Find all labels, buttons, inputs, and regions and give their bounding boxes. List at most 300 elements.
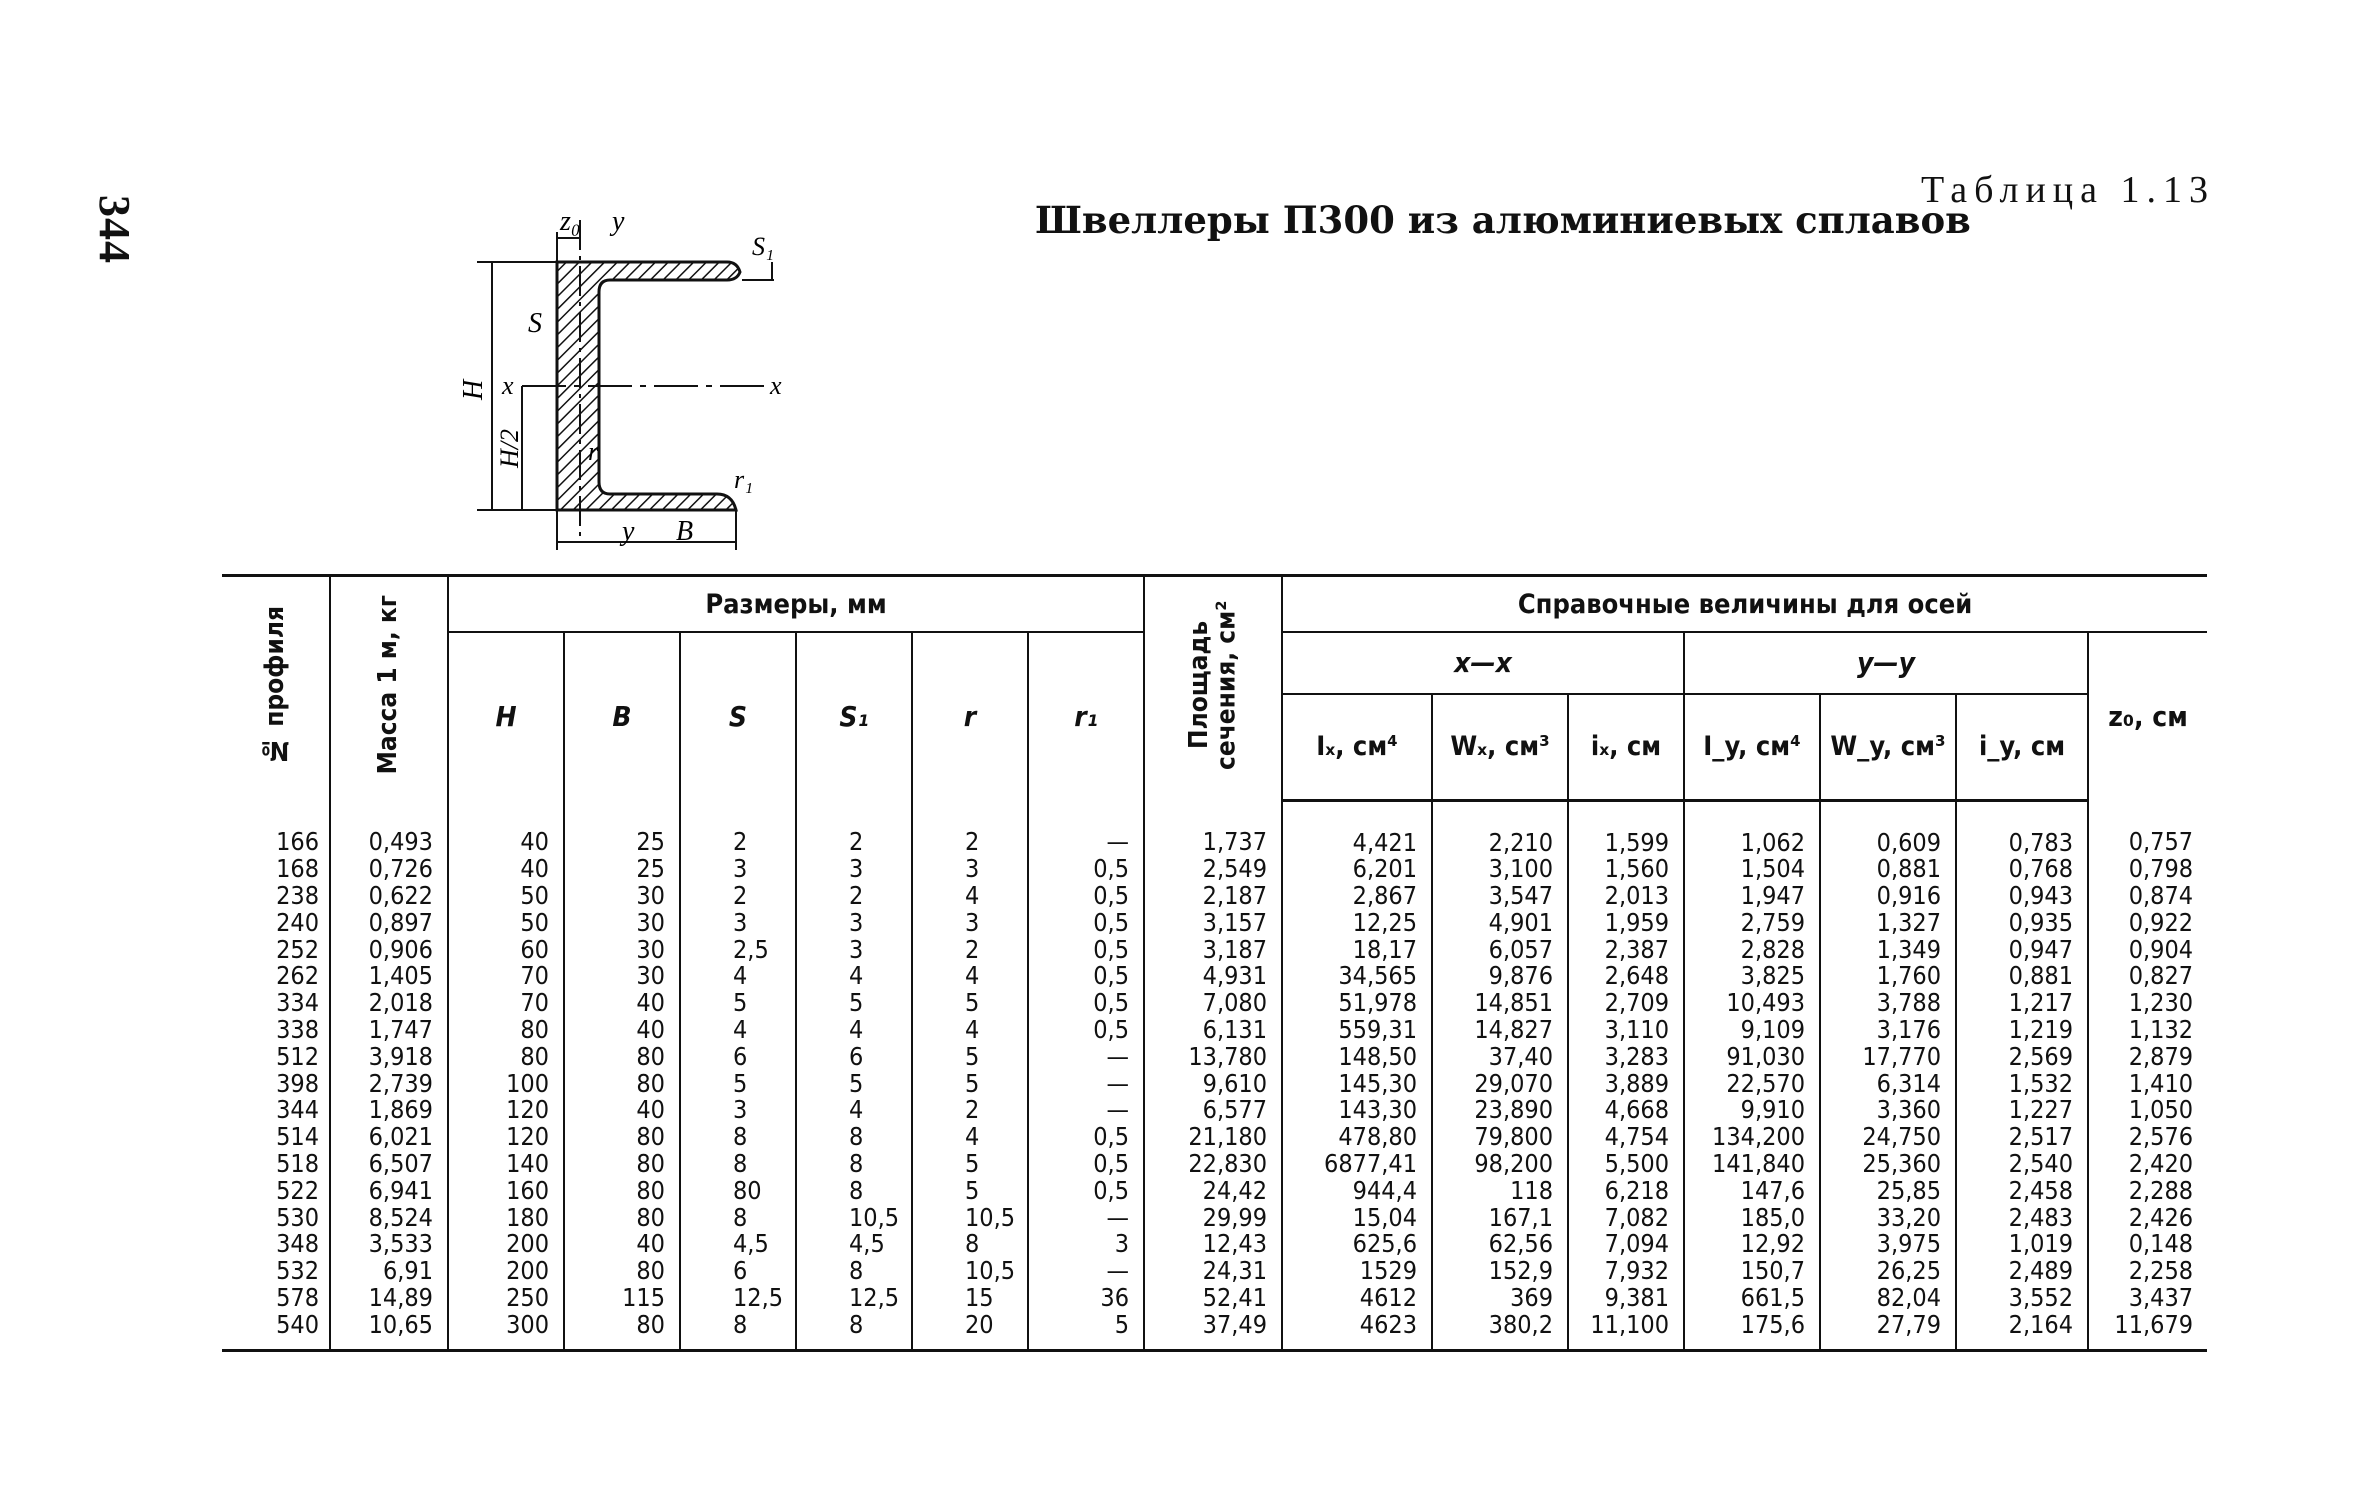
channel-section-diagram — [458, 200, 802, 560]
table-row — [222, 937, 2207, 964]
table-cell: 3 — [912, 856, 1028, 883]
table-cell: 18,17 — [1282, 937, 1432, 964]
table-cell: 3,889 — [1568, 1071, 1684, 1098]
table-cell: 8 — [680, 1124, 796, 1151]
table-cell: 3,975 — [1820, 1231, 1956, 1258]
table-cell: 1,760 — [1820, 963, 1956, 990]
table-cell: 5 — [796, 1071, 912, 1098]
table-cell: 238 — [276, 881, 319, 911]
table-cell: 8 — [796, 1258, 912, 1285]
table-cell: 24,31 — [1144, 1258, 1282, 1285]
table-cell: 0,904 — [2088, 937, 2207, 964]
table-cell: 200 — [448, 1258, 564, 1285]
table-cell: 1,062 — [1684, 800, 1820, 856]
table-cell: 3 — [796, 856, 912, 883]
table-cell: 150,7 — [1684, 1258, 1820, 1285]
table-cell: 29,070 — [1432, 1071, 1568, 1098]
table-cell: 4,931 — [1144, 963, 1282, 990]
table-cell: 0,5 — [1028, 963, 1144, 990]
table-cell: 944,4 — [1282, 1178, 1432, 1205]
table-cell: 0,5 — [1028, 910, 1144, 937]
table-cell: 24,42 — [1144, 1178, 1282, 1205]
table-cell: 0,827 — [2088, 963, 2207, 990]
diagram-label-r1: r₁ — [734, 465, 754, 494]
table-cell: 11,100 — [1568, 1312, 1684, 1350]
table-cell: 0,874 — [2088, 883, 2207, 910]
table-cell: 4,421 — [1282, 800, 1432, 856]
table-cell: 518 — [276, 1149, 319, 1179]
table-cell: 2,258 — [2088, 1258, 2207, 1285]
table-cell: 30 — [564, 910, 680, 937]
table-cell: 0,5 — [1028, 1017, 1144, 1044]
table-cell: 369 — [1432, 1285, 1568, 1312]
table-cell: 5 — [912, 1071, 1028, 1098]
table-cell: 1,532 — [1956, 1071, 2088, 1098]
table-cell: 120 — [448, 1097, 564, 1124]
header-reference: Справочные величины для осей — [1282, 576, 2207, 633]
table-cell: 6,314 — [1820, 1071, 1956, 1098]
table-cell: 80 — [564, 1071, 680, 1098]
diagram-label-h: H — [458, 379, 489, 400]
header-h: H — [448, 632, 564, 800]
channel-properties-table — [222, 574, 2207, 1352]
table-cell: 80 — [680, 1178, 796, 1205]
table-cell: — — [1028, 1071, 1144, 1098]
table-cell: 168 — [276, 854, 319, 884]
table-cell: 3,157 — [1144, 910, 1282, 937]
table-cell: 6,201 — [1282, 856, 1432, 883]
table-cell: 240 — [276, 907, 319, 937]
table-cell: 4623 — [1282, 1312, 1432, 1350]
table-cell: 1,019 — [1956, 1231, 2088, 1258]
table-cell: 0,5 — [1028, 883, 1144, 910]
table-cell: 52,41 — [1144, 1285, 1282, 1312]
table-cell: 11,679 — [2088, 1312, 2207, 1350]
table-cell: 6,91 — [330, 1258, 448, 1285]
table-cell: 80 — [564, 1312, 680, 1350]
table-cell: 661,5 — [1684, 1285, 1820, 1312]
table-cell: 3 — [796, 937, 912, 964]
table-row — [222, 1097, 2207, 1124]
table-cell: 398 — [276, 1068, 319, 1098]
table-cell: 559,31 — [1282, 1017, 1432, 1044]
table-cell: 120 — [448, 1124, 564, 1151]
table-cell: 80 — [564, 1151, 680, 1178]
diagram-label-y-top: y — [612, 206, 625, 237]
table-cell: 4 — [680, 963, 796, 990]
table-cell: 3,283 — [1568, 1044, 1684, 1071]
table-cell: 540 — [222, 1312, 330, 1350]
table-cell: 0,5 — [1028, 937, 1144, 964]
table-cell: 2,576 — [2088, 1124, 2207, 1151]
table-cell: 180 — [448, 1205, 564, 1232]
table-cell: 10,5 — [912, 1258, 1028, 1285]
table-cell: 167,1 — [1432, 1205, 1568, 1232]
diagram-label-x-left: x — [502, 371, 514, 400]
table-cell: 5 — [1028, 1312, 1144, 1350]
table-cell: 10,65 — [330, 1312, 448, 1350]
table-cell: 4 — [796, 963, 912, 990]
table-cell: 1,219 — [1956, 1017, 2088, 1044]
table-cell: 2,867 — [1282, 883, 1432, 910]
table-cell: 22,830 — [1144, 1151, 1282, 1178]
header-b: B — [564, 632, 680, 800]
table-cell: 3,110 — [1568, 1017, 1684, 1044]
table-cell: 8 — [680, 1312, 796, 1350]
table-cell: 0,726 — [330, 856, 448, 883]
table-cell: 2,426 — [2088, 1205, 2207, 1232]
table-cell: 3 — [680, 1097, 796, 1124]
table-cell: 141,840 — [1684, 1151, 1820, 1178]
table-cell: 2,387 — [1568, 937, 1684, 964]
table-cell: 0,493 — [330, 800, 448, 856]
table-cell: 12,5 — [680, 1285, 796, 1312]
table-cell: 25 — [564, 856, 680, 883]
table-cell: — — [1028, 1044, 1144, 1071]
table-cell: 82,04 — [1820, 1285, 1956, 1312]
table-cell: 9,109 — [1684, 1017, 1820, 1044]
table-cell: 3,533 — [330, 1231, 448, 1258]
table-cell: 3,100 — [1432, 856, 1568, 883]
table-cell: 40 — [564, 1231, 680, 1258]
table-cell: 300 — [448, 1312, 564, 1350]
table-cell: 21,180 — [1144, 1124, 1282, 1151]
table-cell: 1,560 — [1568, 856, 1684, 883]
table-cell: 0,783 — [1956, 800, 2088, 856]
table-cell: 6 — [680, 1258, 796, 1285]
table-row — [222, 910, 2207, 937]
table-cell: 1,349 — [1820, 937, 1956, 964]
table-cell: 2,013 — [1568, 883, 1684, 910]
table-cell: 338 — [276, 1015, 319, 1045]
table-cell: 6,507 — [330, 1151, 448, 1178]
diagram-label-z0: z₀ — [560, 206, 581, 237]
table-cell: 532 — [276, 1256, 319, 1286]
table-cell: 2,210 — [1432, 800, 1568, 856]
table-cell: 6877,41 — [1282, 1151, 1432, 1178]
table-cell: 2,569 — [1956, 1044, 2088, 1071]
table-cell: 0,916 — [1820, 883, 1956, 910]
table-label: Таблица 1.13 — [1920, 169, 2215, 211]
table-cell: 0,757 — [2088, 800, 2207, 856]
header-iy-moment: I_y, см⁴ — [1684, 694, 1820, 801]
table-cell: 7,082 — [1568, 1205, 1684, 1232]
table-cell: 80 — [564, 1044, 680, 1071]
table-cell: 6,577 — [1144, 1097, 1282, 1124]
table-cell: 0,5 — [1028, 856, 1144, 883]
table-cell: 80 — [564, 1124, 680, 1151]
table-cell: 1,504 — [1684, 856, 1820, 883]
table-cell: 7,094 — [1568, 1231, 1684, 1258]
table-cell: 8 — [796, 1151, 912, 1178]
table-row — [222, 990, 2207, 1017]
header-wy: W_y, см³ — [1820, 694, 1956, 801]
table-cell: 1,737 — [1144, 800, 1282, 856]
table-cell: 200 — [448, 1231, 564, 1258]
header-axis-xx: x—x — [1282, 632, 1684, 694]
table-cell: 252 — [276, 934, 319, 964]
table-cell: 40 — [564, 1017, 680, 1044]
table-cell: 3 — [680, 910, 796, 937]
table-row — [222, 856, 2207, 883]
table-row — [222, 1231, 2207, 1258]
table-cell: 160 — [448, 1178, 564, 1205]
table-cell: 1,132 — [2088, 1017, 2207, 1044]
table-cell: 10,5 — [796, 1205, 912, 1232]
table-title: Швеллеры П300 из алюминиевых сплавов — [1035, 198, 1971, 242]
table-cell: 0,148 — [2088, 1231, 2207, 1258]
table-row — [222, 1151, 2207, 1178]
table-cell: 12,5 — [796, 1285, 912, 1312]
table-cell: 3 — [912, 910, 1028, 937]
table-cell: 8 — [912, 1231, 1028, 1258]
table-cell: 147,6 — [1684, 1178, 1820, 1205]
table-cell: 250 — [448, 1285, 564, 1312]
table-cell: 2 — [796, 800, 912, 856]
table-cell: 1,599 — [1568, 800, 1684, 856]
table-cell: 9,610 — [1144, 1071, 1282, 1098]
table-row — [222, 1312, 2207, 1350]
table-cell: 26,25 — [1820, 1258, 1956, 1285]
table-cell: 348 — [276, 1229, 319, 1259]
table-cell: 0,906 — [330, 937, 448, 964]
table-cell: 2 — [680, 800, 796, 856]
table-row — [222, 800, 2207, 856]
table-cell: 4,754 — [1568, 1124, 1684, 1151]
table-cell: 62,56 — [1432, 1231, 1568, 1258]
table-cell: 50 — [448, 883, 564, 910]
header-ix-moment: Iₓ, см⁴ — [1282, 694, 1432, 801]
table-row — [222, 1178, 2207, 1205]
table-cell: 40 — [564, 990, 680, 1017]
table-cell: 4,5 — [796, 1231, 912, 1258]
table-cell: 8 — [680, 1151, 796, 1178]
table-cell: 0,943 — [1956, 883, 2088, 910]
table-cell: 3,437 — [2088, 1285, 2207, 1312]
table-cell: 2 — [912, 1097, 1028, 1124]
table-cell: 15 — [912, 1285, 1028, 1312]
table-cell: 37,40 — [1432, 1044, 1568, 1071]
table-cell: 2 — [912, 937, 1028, 964]
table-cell: 3,176 — [1820, 1017, 1956, 1044]
table-cell: 12,25 — [1282, 910, 1432, 937]
table-cell: 2,018 — [330, 990, 448, 1017]
table-cell: 262 — [276, 961, 319, 991]
table-cell: 27,79 — [1820, 1312, 1956, 1350]
table-cell: 13,780 — [1144, 1044, 1282, 1071]
table-cell: 4 — [912, 1017, 1028, 1044]
table-cell: 1,217 — [1956, 990, 2088, 1017]
table-cell: 115 — [564, 1285, 680, 1312]
table-cell: 9,910 — [1684, 1097, 1820, 1124]
table-cell: 4 — [680, 1017, 796, 1044]
table-cell: 1,869 — [330, 1097, 448, 1124]
table-cell: 9,381 — [1568, 1285, 1684, 1312]
table-cell: 36 — [1028, 1285, 1144, 1312]
header-iy-radius: i_y, см — [1956, 694, 2088, 801]
table-cell: 60 — [448, 937, 564, 964]
table-cell: 0,5 — [1028, 1178, 1144, 1205]
table-cell: 20 — [912, 1312, 1028, 1350]
diagram-label-h-half: H/2 — [495, 429, 524, 468]
table-cell: 25,360 — [1820, 1151, 1956, 1178]
table-cell: 0,5 — [1028, 1124, 1144, 1151]
table-cell: 80 — [448, 1017, 564, 1044]
table-row — [222, 1071, 2207, 1098]
table-cell: 2,879 — [2088, 1044, 2207, 1071]
table-cell: 2,187 — [1144, 883, 1282, 910]
table-cell: 1,327 — [1820, 910, 1956, 937]
diagram-label-x-right: x — [770, 371, 782, 400]
table-cell: 2,739 — [330, 1071, 448, 1098]
table-cell: 522 — [276, 1175, 319, 1205]
table-cell: 25 — [564, 800, 680, 856]
table-cell: 578 — [276, 1283, 319, 1313]
diagram-label-s: S — [528, 308, 542, 339]
table-cell: — — [1028, 800, 1144, 856]
table-cell: 4 — [912, 963, 1028, 990]
table-cell: 334 — [276, 988, 319, 1018]
table-cell: 4 — [912, 883, 1028, 910]
table-cell: 33,20 — [1820, 1205, 1956, 1232]
table-cell: 30 — [564, 883, 680, 910]
table-cell: 0,768 — [1956, 856, 2088, 883]
table-cell: 3,547 — [1432, 883, 1568, 910]
table-row — [222, 1285, 2207, 1312]
table-cell: 40 — [448, 800, 564, 856]
table-cell: 6,941 — [330, 1178, 448, 1205]
table-cell: 2,517 — [1956, 1124, 2088, 1151]
table-cell: 0,609 — [1820, 800, 1956, 856]
table-cell: 22,570 — [1684, 1071, 1820, 1098]
table-cell: 30 — [564, 963, 680, 990]
table-cell: 514 — [276, 1122, 319, 1152]
table-cell: 5 — [912, 1044, 1028, 1071]
diagram-label-r: r — [588, 437, 599, 466]
table-cell: 0,798 — [2088, 856, 2207, 883]
table-cell: 5 — [680, 1071, 796, 1098]
table-cell: 4612 — [1282, 1285, 1432, 1312]
channel-profile — [557, 262, 740, 510]
header-area: Площадь сечения, см² — [1144, 576, 1282, 801]
table-cell: 8 — [796, 1178, 912, 1205]
header-r1: r₁ — [1028, 632, 1144, 800]
table-cell: 8 — [796, 1312, 912, 1350]
table-cell: 0,881 — [1956, 963, 2088, 990]
table-cell: 6,021 — [330, 1124, 448, 1151]
table-cell: 1,410 — [2088, 1071, 2207, 1098]
table-cell: 2,420 — [2088, 1151, 2207, 1178]
table-cell: 70 — [448, 990, 564, 1017]
diagram-label-y-bottom: y — [622, 516, 635, 547]
table-cell: 6 — [680, 1044, 796, 1071]
table-cell: 185,0 — [1684, 1205, 1820, 1232]
table-cell: 2,828 — [1684, 937, 1820, 964]
table-cell: 50 — [448, 910, 564, 937]
table-cell: 166 — [276, 826, 319, 856]
table-cell: 1,227 — [1956, 1097, 2088, 1124]
table-cell: 2,483 — [1956, 1205, 2088, 1232]
table-cell: 143,30 — [1282, 1097, 1432, 1124]
header-s: S — [680, 632, 796, 800]
header-z0: z₀, см — [2088, 632, 2207, 800]
table-cell: 512 — [276, 1041, 319, 1071]
header-axis-yy: y—y — [1684, 632, 2088, 694]
table-cell: 2 — [680, 883, 796, 910]
table-cell: 6,218 — [1568, 1178, 1684, 1205]
table-row — [222, 883, 2207, 910]
table-cell: — — [1028, 1097, 1144, 1124]
table-cell: 4 — [796, 1097, 912, 1124]
table-cell: 24,750 — [1820, 1124, 1956, 1151]
table-cell: 1,050 — [2088, 1097, 2207, 1124]
table-cell: 34,565 — [1282, 963, 1432, 990]
diagram-label-s1: S₁ — [752, 232, 775, 261]
table-cell: 1529 — [1282, 1258, 1432, 1285]
table-cell: 80 — [448, 1044, 564, 1071]
table-cell: 1,947 — [1684, 883, 1820, 910]
table-cell: 4,668 — [1568, 1097, 1684, 1124]
table-cell: 29,99 — [1144, 1205, 1282, 1232]
table-cell: 51,978 — [1282, 990, 1432, 1017]
table-cell: 6,131 — [1144, 1017, 1282, 1044]
header-mass: Масса 1 м, кг — [330, 576, 448, 801]
table-cell: 7,932 — [1568, 1258, 1684, 1285]
table-cell: 2,648 — [1568, 963, 1684, 990]
table-cell: 5 — [912, 990, 1028, 1017]
table-cell: 8 — [680, 1205, 796, 1232]
table-cell: 0,622 — [330, 883, 448, 910]
table-cell: 30 — [564, 937, 680, 964]
table-cell: 2,489 — [1956, 1258, 2088, 1285]
table-cell: 1,959 — [1568, 910, 1684, 937]
table-cell: 91,030 — [1684, 1044, 1820, 1071]
header-r: r — [912, 632, 1028, 800]
table-cell: 14,851 — [1432, 990, 1568, 1017]
table-cell: 80 — [564, 1178, 680, 1205]
table-cell: 3,360 — [1820, 1097, 1956, 1124]
table-cell: 12,43 — [1144, 1231, 1282, 1258]
table-cell: 9,876 — [1432, 963, 1568, 990]
table-cell: 1,230 — [2088, 990, 2207, 1017]
table-cell: 17,770 — [1820, 1044, 1956, 1071]
table-row — [222, 1124, 2207, 1151]
table-row — [222, 1205, 2207, 1232]
table-cell: 2,549 — [1144, 856, 1282, 883]
header-wx: Wₓ, см³ — [1432, 694, 1568, 801]
table-cell: 134,200 — [1684, 1124, 1820, 1151]
table-cell: 175,6 — [1684, 1312, 1820, 1350]
table-cell: 12,92 — [1684, 1231, 1820, 1258]
table-cell: 40 — [448, 856, 564, 883]
table-cell: 140 — [448, 1151, 564, 1178]
table-cell: 0,922 — [2088, 910, 2207, 937]
table-cell: 3 — [1028, 1231, 1144, 1258]
table-cell: — — [1028, 1205, 1144, 1232]
table-cell: 2,540 — [1956, 1151, 2088, 1178]
table-cell: 344 — [276, 1095, 319, 1125]
table-body — [222, 800, 2207, 1350]
table-cell: 2 — [796, 883, 912, 910]
diagram-label-b: B — [676, 516, 694, 547]
table-cell: 7,080 — [1144, 990, 1282, 1017]
table-cell: 25,85 — [1820, 1178, 1956, 1205]
table-cell: 70 — [448, 963, 564, 990]
table-cell: 118 — [1432, 1178, 1568, 1205]
table-cell: 23,890 — [1432, 1097, 1568, 1124]
table-cell: 3,825 — [1684, 963, 1820, 990]
table-cell: 478,80 — [1282, 1124, 1432, 1151]
